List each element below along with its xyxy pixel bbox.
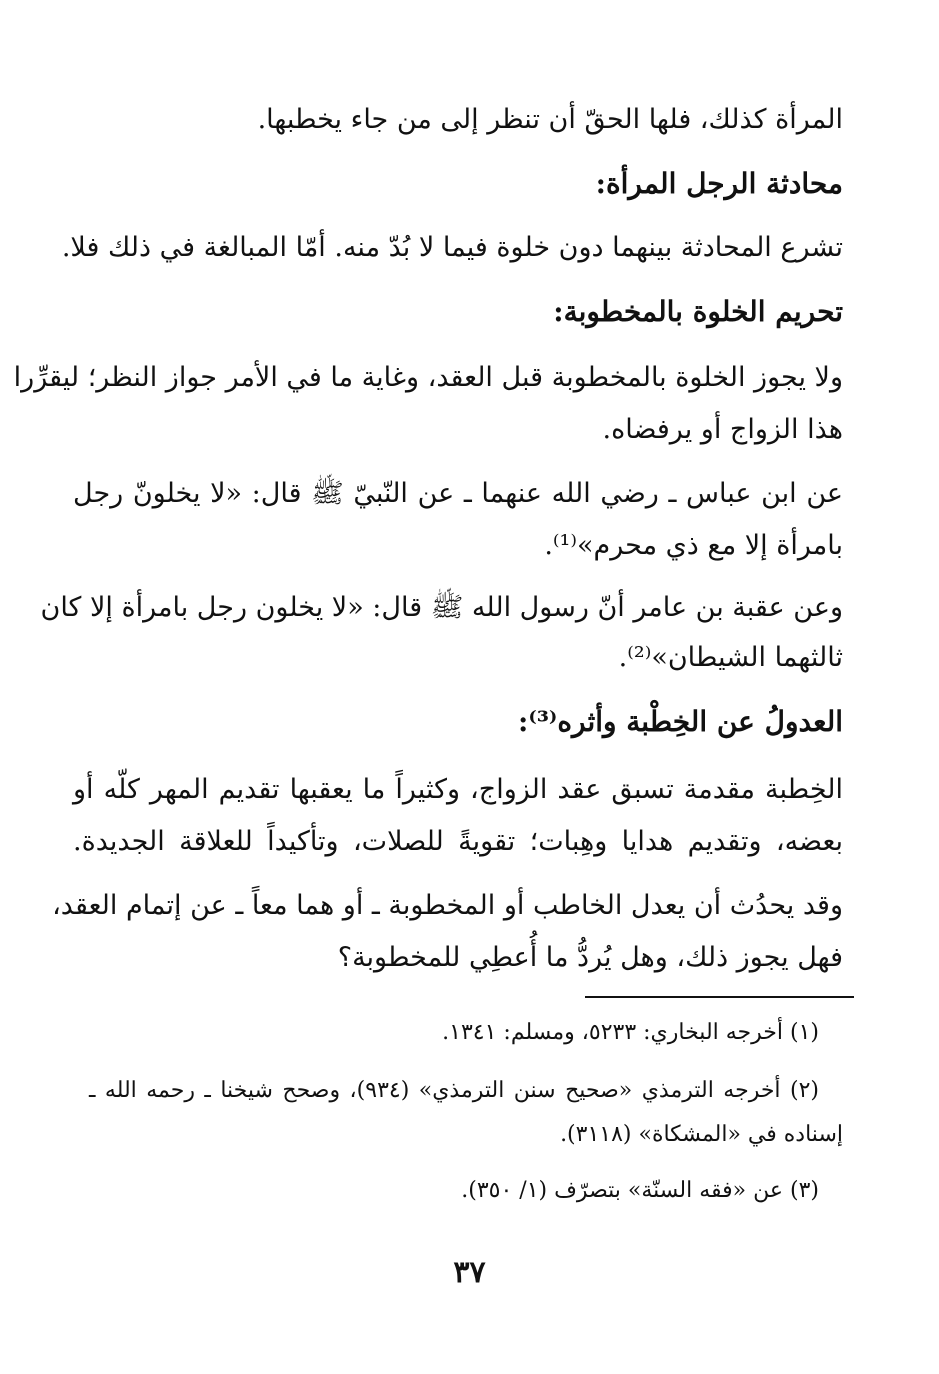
footnote-3: (٣) عن «فقه السنّة» بتصرّف (١/ ٣٥٠). <box>461 1178 819 1203</box>
paragraph-line: بعضه، وتقديم هدايا وهِبات؛ تقويةً للصلات، وتأكيداً للعلاقة الجديدة. <box>73 826 843 857</box>
paragraph-line: المرأة كذلك، فلها الحقّ أن تنظر إلى من جاء يخطبها. <box>257 104 843 135</box>
hadith-line: بامرأة إلا مع ذي محرم»⁽¹⁾. <box>544 530 843 561</box>
paragraph-line: هذا الزواج أو يرفضاه. <box>602 414 843 445</box>
hadith-line: وعن عقبة بن عامر أنّ رسول الله ﷺ قال: «لا يخلون رجل بامرأة إلا كان <box>40 592 843 623</box>
footnote-1: (١) أخرجه البخاري: ٥٢٣٣، ومسلم: ١٣٤١. <box>442 1020 819 1045</box>
section-heading-seclusion: تحريم الخلوة بالمخطوبة: <box>553 295 843 328</box>
hadith-line: عن ابن عباس ـ رضي الله عنهما ـ عن النّبيّ ﷺ قال: «لا يخلونّ رجل <box>73 478 843 509</box>
section-heading-withdrawal: العدولُ عن الخِطْبة وأثره⁽³⁾: <box>518 705 843 738</box>
section-heading-conversation: محادثة الرجل المرأة: <box>595 167 843 200</box>
footnote-2-continued: إسناده في «المشكاة» (٣١١٨). <box>560 1122 843 1147</box>
footnote-divider <box>585 996 854 998</box>
paragraph-line: فهل يجوز ذلك، وهل يُردُّ ما أُعطِي للمخطوبة؟ <box>337 942 843 973</box>
paragraph-line: الخِطبة مقدمة تسبق عقد الزواج، وكثيراً ما يعقبها تقديم المهر كلّه أو <box>73 774 843 805</box>
hadith-line: ثالثهما الشيطان»⁽²⁾. <box>618 642 843 673</box>
paragraph-line: وقد يحدُث أن يعدل الخاطب أو المخطوبة ـ أو هما معاً ـ عن إتمام العقد، <box>52 890 843 921</box>
paragraph-line: ولا يجوز الخلوة بالمخطوبة قبل العقد، وغاية ما في الأمر جواز النظر؛ ليقرِّرا <box>13 362 843 393</box>
footnote-2: (٢) أخرجه الترمذي «صحيح سنن الترمذي» (٩٣٤)، وصحح شيخنا ـ رحمه الله ـ <box>89 1078 819 1103</box>
page-number: ٣٧ <box>453 1255 486 1290</box>
paragraph-line: تشرع المحادثة بينهما دون خلوة فيما لا بُدّ منه. أمّا المبالغة في ذلك فلا. <box>61 232 843 263</box>
